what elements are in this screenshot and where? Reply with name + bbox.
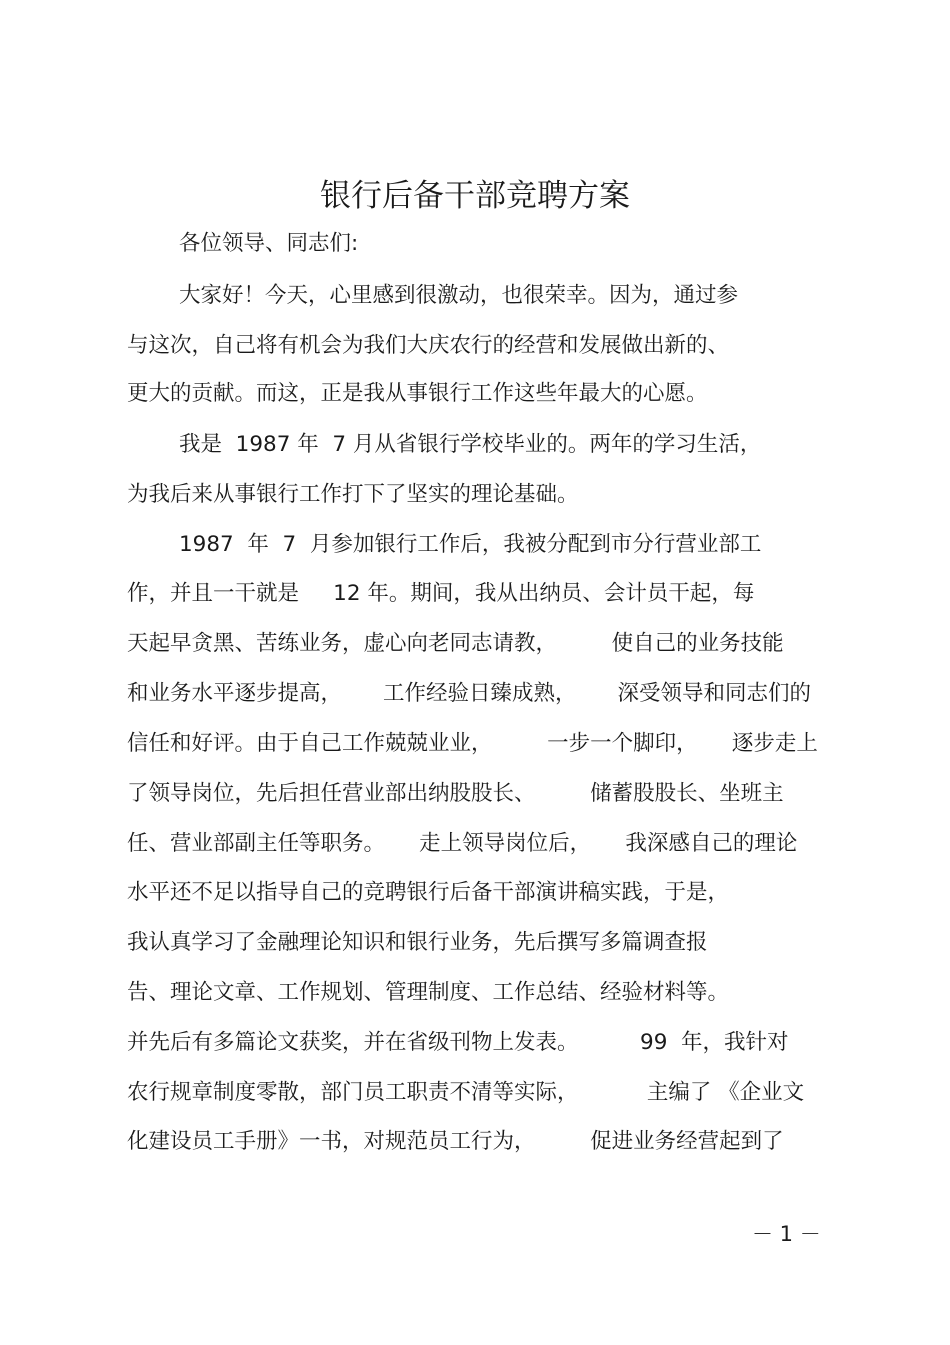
paragraph-3-line-13: 化建设员工手册》一书，对规范员工行为， 促进业务经营起到了 xyxy=(127,1129,784,1154)
paragraph-1-line-2: 与这次，自己将有机会为我们大庆农行的经营和发展做出新的、 xyxy=(127,333,730,358)
paragraph-3-line-12: 农行规章制度零散，部门员工职责不清等实际， 主编了 《企业文 xyxy=(127,1080,805,1105)
paragraph-3-line-5: 信任和好评。由于自己工作兢兢业业， 一步一个脚印， 逐步走上 xyxy=(127,731,818,756)
salutation: 各位领导、同志们: xyxy=(179,231,359,256)
paragraph-3-line-11: 并先后有多篇论文获奖，并在省级刊物上发表。 99 年，我针对 xyxy=(127,1030,789,1055)
paragraph-3-line-10: 告、理论文章、工作规划、管理制度、工作总结、经验材料等。 xyxy=(127,980,730,1005)
paragraph-2-line-1: 我是 1987 年 7 月从省银行学校毕业的。两年的学习生活， xyxy=(179,432,762,457)
paragraph-1-line-1: 大家好！今天，心里感到很激动，也很荣幸。因为，通过参 xyxy=(179,283,739,308)
paragraph-3-line-3: 天起早贪黑、苦练业务，虚心向老同志请教， 使自己的业务技能 xyxy=(127,631,784,656)
paragraph-3-line-8: 水平还不足以指导自己的竞聘银行后备干部演讲稿实践，于是， xyxy=(127,880,730,905)
paragraph-3-line-4: 和业务水平逐步提高， 工作经验日臻成熟， 深受领导和同志们的 xyxy=(127,681,812,706)
page-number: － 1 － xyxy=(752,1222,821,1246)
document-title: 银行后备干部竞聘方案 xyxy=(320,178,630,214)
paragraph-3-line-7: 任、营业部副主任等职务。 走上领导岗位后， 我深感自己的理论 xyxy=(127,831,798,856)
paragraph-1-line-3: 更大的贡献。而这，正是我从事银行工作这些年最大的心愿。 xyxy=(127,381,708,406)
paragraph-3-line-2: 作，并且一干就是 12 年。期间，我从出纳员、会计员干起，每 xyxy=(127,581,755,606)
paragraph-3-line-9: 我认真学习了金融理论知识和银行业务，先后撰写多篇调查报 xyxy=(127,930,708,955)
paragraph-3-line-6: 了领导岗位，先后担任营业部出纳股股长、 储蓄股股长、坐班主 xyxy=(127,781,784,806)
paragraph-2-line-2: 为我后来从事银行工作打下了坚实的理论基础。 xyxy=(127,482,579,507)
paragraph-3-line-1: 1987 年 7 月参加银行工作后，我被分配到市分行营业部工 xyxy=(179,532,762,557)
